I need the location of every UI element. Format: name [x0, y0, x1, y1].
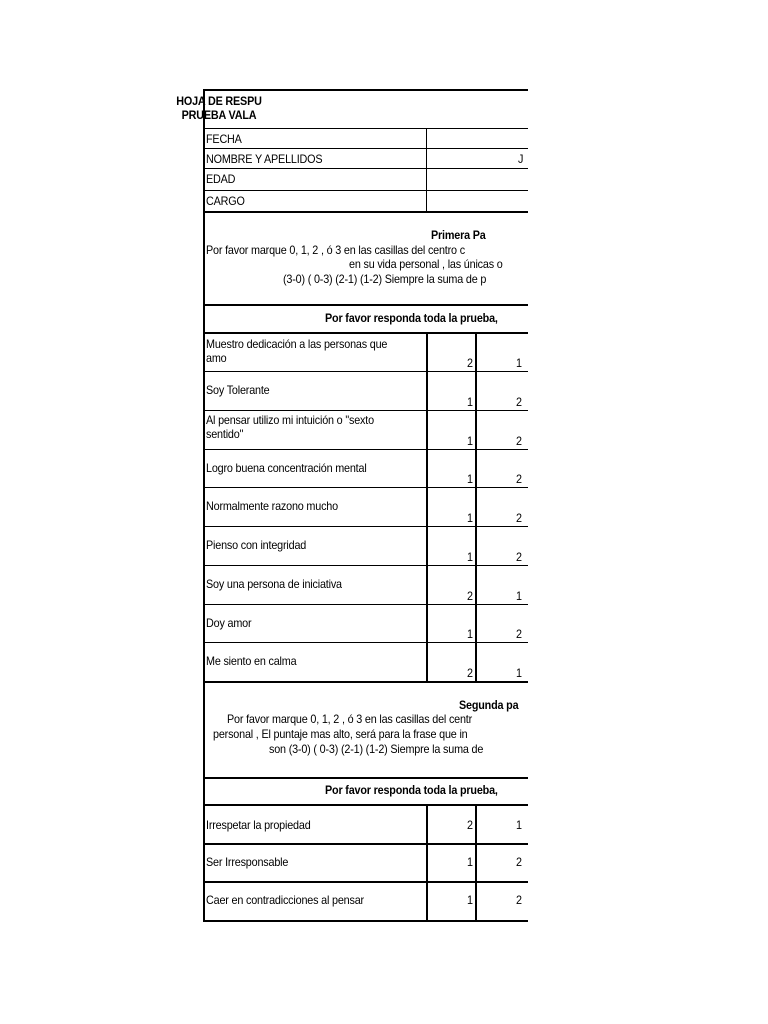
part2-item-3-score-a[interactable]: 1: [466, 893, 473, 907]
part1-item-4-label: Logro buena concentración mental: [206, 461, 367, 475]
part2-item-2-score-b[interactable]: 2: [515, 855, 522, 869]
part1-item-2-label: Soy Tolerante: [206, 383, 270, 397]
part1-item-1-label-cont: amo: [206, 351, 227, 365]
part1-item-1-score-b[interactable]: 1: [515, 356, 522, 370]
part2-item-2-label: Ser Irresponsable: [206, 855, 289, 869]
part1-item-3-label-cont: sentido": [206, 427, 244, 441]
field-row-border: [203, 148, 528, 149]
field-label-2: NOMBRE Y APELLIDOS: [206, 152, 323, 166]
item-row-border: [203, 881, 528, 883]
item-row-border: [203, 487, 528, 488]
part1-line-2: en su vida personal , las únicas o: [349, 257, 503, 271]
part2-item-2-score-a[interactable]: 1: [466, 855, 473, 869]
part2-line-2: personal , El puntaje mas alto, será para la frase que in: [213, 727, 468, 741]
grid-line: [203, 128, 528, 129]
part1-col-left: [426, 334, 428, 681]
part1-item-3-score-a[interactable]: 1: [466, 434, 473, 448]
part2-line-3: son (3-0) ( 0-3) (2-1) (1-2) Siempre la suma de: [269, 742, 484, 756]
part1-line-1: Por favor marque 0, 1, 2 , ó 3 en las casillas del centro c: [206, 243, 465, 257]
part1-item-7-score-a[interactable]: 2: [466, 589, 473, 603]
part1-item-3-label: Al pensar utilizo mi intuición o "sexto: [206, 413, 374, 427]
part2-col-mid: [475, 806, 477, 922]
part2-item-1-score-b[interactable]: 1: [515, 818, 522, 832]
part1-item-4-score-a[interactable]: 1: [466, 472, 473, 486]
part2-item-1-label: Irrespetar la propiedad: [206, 818, 311, 832]
part1-item-7-label: Soy una persona de iniciativa: [206, 577, 342, 591]
item-row-border: [203, 681, 528, 683]
part1-line-3: (3-0) ( 0-3) (2-1) (1-2) Siempre la suma de p: [283, 272, 487, 286]
part1-item-9-score-b[interactable]: 1: [515, 666, 522, 680]
field-row-border: [203, 211, 528, 213]
part1-item-5-label: Normalmente razono mucho: [206, 499, 338, 513]
part1-item-3-score-b[interactable]: 2: [515, 434, 522, 448]
part1-item-7-score-b[interactable]: 1: [515, 589, 522, 603]
part1-title: Primera Pa: [431, 228, 486, 242]
item-row-border: [203, 526, 528, 527]
part1-item-6-score-a[interactable]: 1: [466, 550, 473, 564]
part2-item-1-score-a[interactable]: 2: [466, 818, 473, 832]
field-label-4: CARGO: [206, 194, 245, 208]
field-row-border: [203, 168, 528, 169]
part1-item-8-label: Doy amor: [206, 616, 252, 630]
part1-item-5-score-b[interactable]: 2: [515, 511, 522, 525]
field-divider: [426, 128, 427, 211]
part1-item-8-score-a[interactable]: 1: [466, 627, 473, 641]
item-row-border: [203, 920, 528, 922]
part1-item-4-score-b[interactable]: 2: [515, 472, 522, 486]
item-row-border: [203, 565, 528, 566]
part2-instruction-border: [203, 804, 528, 806]
part1-col-mid: [475, 334, 477, 681]
sheet-title: HOJA DE RESPU: [176, 94, 262, 108]
item-row-border: [203, 371, 528, 372]
item-row-border: [203, 449, 528, 450]
part2-instruction: Por favor responda toda la prueba,: [325, 783, 498, 797]
part2-item-3-score-b[interactable]: 2: [515, 893, 522, 907]
part2-item-3-label: Caer en contradicciones al pensar: [206, 893, 364, 907]
field-label-3: EDAD: [206, 172, 236, 186]
part1-item-6-label: Pienso con integridad: [206, 538, 307, 552]
item-row-border: [203, 410, 528, 411]
part1-instruction: Por favor responda toda la prueba,: [325, 311, 498, 325]
field-label-1: FECHA: [206, 132, 242, 146]
item-row-border: [203, 843, 528, 845]
top-border: [203, 89, 528, 91]
part1-item-9-label: Me siento en calma: [206, 654, 297, 668]
part1-item-1-label: Muestro dedicación a las personas que: [206, 337, 388, 351]
part2-line-1: Por favor marque 0, 1, 2 , ó 3 en las casillas del centr: [227, 712, 473, 726]
part1-instruction-border: [203, 332, 528, 334]
part1-item-2-score-a[interactable]: 1: [466, 395, 473, 409]
field-value-2[interactable]: J: [518, 152, 524, 166]
left-border: [203, 89, 205, 922]
part1-item-5-score-a[interactable]: 1: [466, 511, 473, 525]
part1-intro-border: [203, 304, 528, 306]
item-row-border: [203, 642, 528, 643]
part1-item-8-score-b[interactable]: 2: [515, 627, 522, 641]
part2-col-left: [426, 806, 428, 922]
part1-item-6-score-b[interactable]: 2: [515, 550, 522, 564]
part1-item-1-score-a[interactable]: 2: [466, 356, 473, 370]
part2-title: Segunda pa: [459, 698, 519, 712]
answer-sheet: [176, 89, 528, 922]
part1-item-2-score-b[interactable]: 2: [515, 395, 522, 409]
field-row-border: [203, 190, 528, 191]
part2-intro-border: [203, 777, 528, 779]
sheet-subtitle: PRUEBA VALA: [181, 108, 257, 122]
part1-item-9-score-a[interactable]: 2: [466, 666, 473, 680]
item-row-border: [203, 604, 528, 605]
